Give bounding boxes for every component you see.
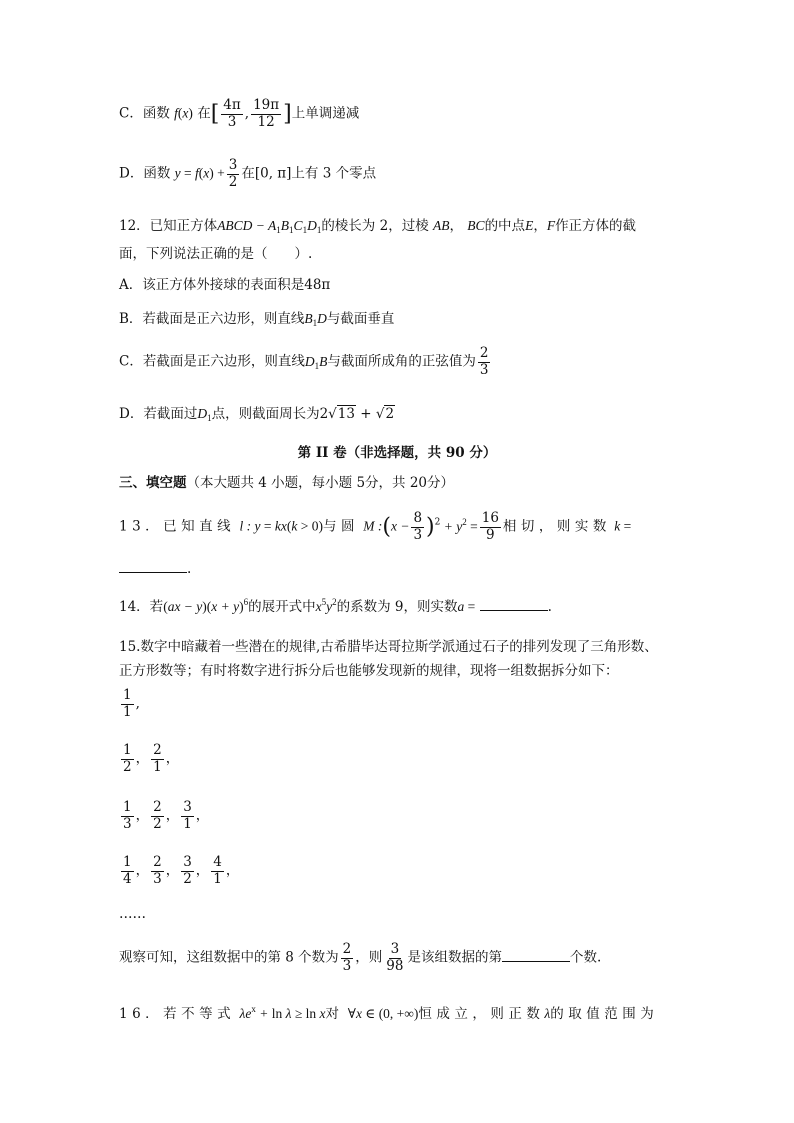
q12-option-c: C．若截面是正六边形，则直线$D_1B$与截面所成角的正弦值为 $\frac{2}{3}$ [119,345,489,378]
section-3-note: （本大题共 4 小题，每小题 5分，共 20分） [186,475,455,491]
q13-answer-line: . [119,558,191,577]
q15-answer-blank[interactable] [502,947,570,962]
q14-line: 14．若$(ax - y)(x + y)^6$的展开式中$x^5y^2$的系数为 9，则实数a = . [119,597,552,615]
q15-obs-end: 个数. [569,949,602,966]
q13-post: 相切，则实数 [502,518,611,535]
q12-option-d: D．若截面过$D_1$点，则截面周长为2√13 + √2 [119,406,395,423]
q13-line1: 13．已知直线 l : y = kx(k > 0)与圆 M :(x − $\frac{8}{3}$ )$^2 + y^2$ = $\frac{16}{9}$ 相切，则实数 k = [119,510,632,543]
q12-b-pre: B．若截面是正六边形，则直线 [119,311,305,327]
q14-answer-blank[interactable] [480,596,548,611]
q14-pre: 14．若 [119,599,164,615]
option-d-suffix: 上有 3 个零点 [291,165,377,182]
option-c-q11: C．函数 f(x) 在[ $\frac{4\pi}{3}$ , $\frac{19\pi}{12}$ ]上单调递减 [119,97,360,130]
q16-line: 16．若不等式 $\lambda e^x + \ln \lambda \ge \ln x$对 ∀x ∈ (0, +∞)恒成立，则正数λ的取值范围为 [119,1004,659,1022]
q15-row-2: $\frac{1}{2}$ ， $\frac{2}{1}$ ， [123,742,180,775]
q12-c-pre: C．若截面是正六边形，则直线 [119,353,305,370]
q12-line2: 面，下列说法正确的是（ ）. [119,246,313,262]
q15-obs-pre: 观察可知，这组数据中的第 8 个数为 [119,949,339,966]
q15-ellipsis: …… [119,906,146,922]
q13-mid: 与圆 [322,518,359,535]
q12-option-b: B．若截面是正六边形，则直线$B_1D$与截面垂直 [119,311,395,328]
part2-title: 第 II 卷（非选择题，共 90 分） [297,445,497,461]
q13-pre: 13．已知直线 [119,518,236,535]
q15-row-4: $\frac{1}{4}$ ， $\frac{2}{3}$ ， $\frac{3}{2}$ ， $\frac{4}{1}$ ， [123,854,240,887]
q13-answer-blank[interactable] [119,558,187,573]
q12-edge-text: 的棱长为 2，过棱 [321,218,429,234]
option-d-prefix: D．函数 [119,165,171,182]
q12-b-post: 与截面垂直 [326,311,395,327]
option-c-mid: 在 [197,105,211,122]
section-3-heading [119,471,454,491]
q16-mid: 对 [325,1006,344,1022]
q12-midpoint-text: 的中点 [484,218,526,234]
option-d-q11: D．函数 y = f(x) + $\frac{3}{2}$ 在[0, π]上有 3 个零点 [119,157,377,190]
q15-line1: 15.数字中暗藏着一些潜在的规律,古希腊毕达哥拉斯学派通过石子的排列发现了三角形数、 [119,639,658,655]
q12-intro: 12．已知正方体 [119,218,218,234]
q12-section-text: 作正方体的截 [555,218,637,234]
function-fx: f(x) [174,105,193,121]
section-3-label: 三、填空题 [119,475,187,491]
q15-observation: 观察可知，这组数据中的第 8 个数为 $\frac{2}{3}$ ，则 $\frac{3}{98}$ 是该组数据的第 个数. [119,941,602,974]
q15-row-3: $\frac{1}{3}$ ， $\frac{2}{2}$ ， $\frac{3}{1}$ ， [123,799,210,832]
option-c-prefix: C．函数 [119,105,170,122]
q12-d-mid: 点，则截面周长为 [211,406,320,422]
q12-c-post: 与截面所成角的正弦值为 [327,353,476,370]
option-c-suffix: 上单调递减 [291,105,360,122]
q15-line2: 正方形数等；有时将数字进行拆分后也能够发现新的规律，现将一组数据拆分如下： [119,663,619,679]
q16-pre: 16．若不等式 [119,1006,236,1022]
q16-end: 的取值范围为 [550,1006,659,1022]
q15-row-1: $\frac{1}{1}$ , [123,687,140,720]
q12-d-pre: D．若截面过 [119,406,198,422]
q15-obs-post: 是该组数据的第 [407,949,502,966]
q15-obs-mid: ，则 [355,949,383,966]
q12-line1: 12．已知正方体ABCD − $A_1B_1C_1D_1$的棱长为 2，过棱 AB， BC的中点E，F作正方体的截 [119,218,637,235]
q14-mid1: 的展开式中 [248,599,316,615]
q14-mid2: 的系数为 9，则实数 [336,599,458,615]
q12-option-a: A．该正方体外接球的表面积是48π [119,277,331,293]
option-d-mid: 在 [241,165,255,182]
q16-post: 恒成立，则正数 [418,1006,545,1022]
